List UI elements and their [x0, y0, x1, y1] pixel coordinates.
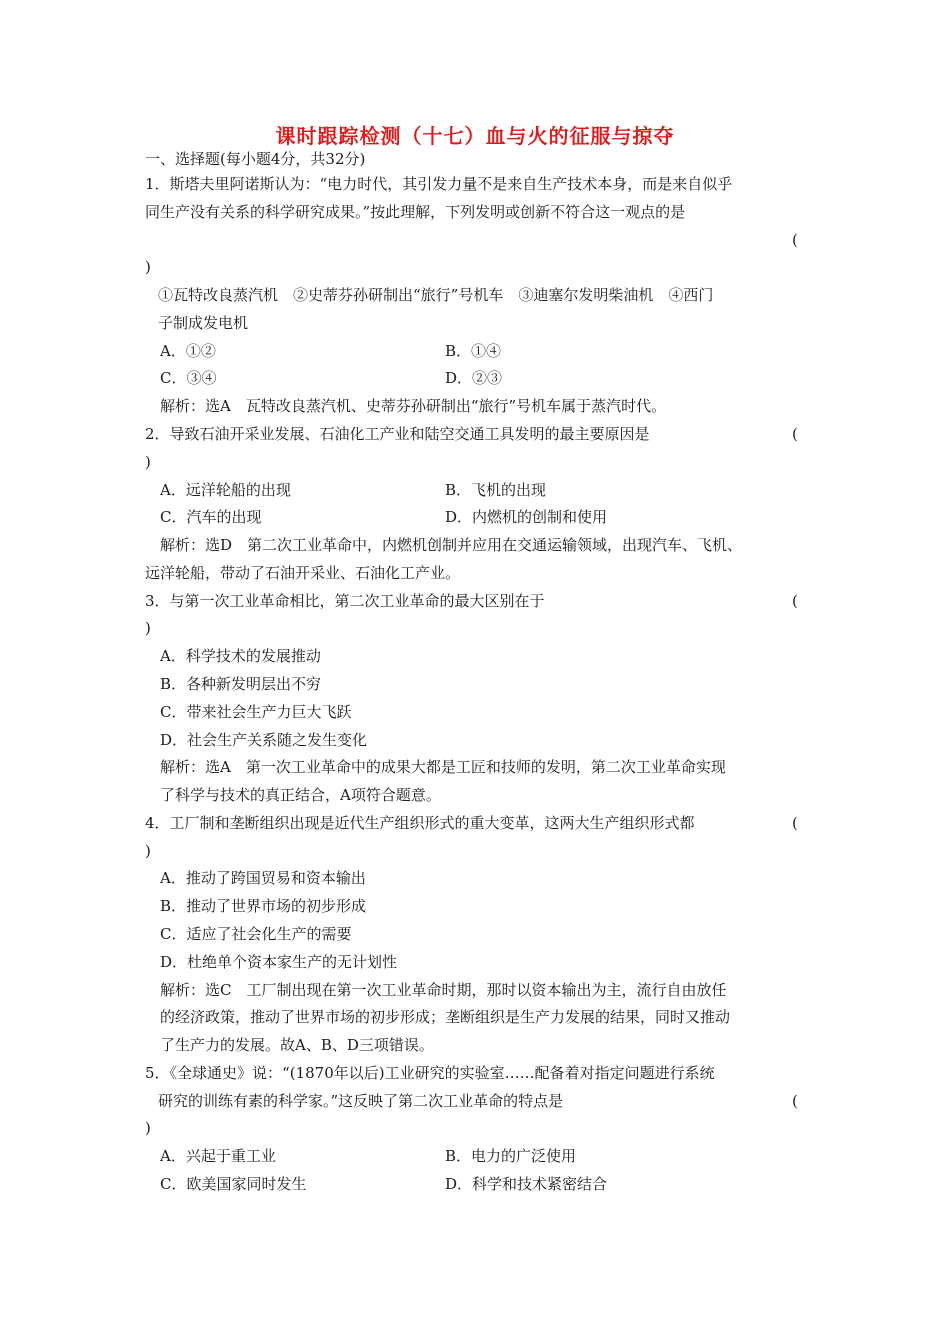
q2-explanation-line2: 远洋轮船，带动了石油开采业、石油化工产业。: [145, 564, 461, 582]
q3-option-d: D．社会生产关系随之发生变化: [160, 731, 368, 749]
q4-option-d: D．杜绝单个资本家生产的无计划性: [160, 953, 398, 971]
q4-explanation-line1: 解析：选C 工厂制出现在第一次工业革命时期，那时以资本输出为主，流行自由放任: [160, 981, 727, 999]
q3-answer-paren-open: (: [792, 592, 798, 610]
q3-stem: 3．与第一次工业革命相比，第二次工业革命的最大区别在于: [145, 592, 545, 610]
document-title: 课时跟踪检测（十七）血与火的征服与掠夺: [275, 124, 675, 148]
q1-items-line2: 子制成发电机: [158, 314, 249, 332]
q4-stem: 4．工厂制和垄断组织出现是近代生产组织形式的重大变革，这两大生产组织形式都: [145, 814, 695, 832]
q1-explanation: 解析：选A 瓦特改良蒸汽机、史蒂芬孙研制出“旅行”号机车属于蒸汽时代。: [160, 397, 667, 415]
q5-option-b: B．电力的广泛使用: [445, 1147, 577, 1165]
q2-stem: 2．导致石油开采业发展、石油化工产业和陆空交通工具发明的最主要原因是: [145, 425, 650, 443]
q3-answer-paren-close: ): [145, 619, 151, 637]
q4-answer-paren-open: (: [792, 814, 798, 832]
q4-explanation-line2: 的经济政策，推动了世界市场的初步形成；垄断组织是生产力发展的结果，同时又推动: [160, 1008, 731, 1026]
q2-option-c: C．汽车的出现: [160, 508, 262, 526]
q5-answer-paren-open: (: [792, 1092, 798, 1110]
q4-option-b: B．推动了世界市场的初步形成: [160, 897, 367, 915]
q2-option-a: A．远洋轮船的出现: [160, 481, 291, 499]
q3-option-a: A．科学技术的发展推动: [160, 647, 321, 665]
q5-option-a: A．兴起于重工业: [160, 1147, 276, 1165]
q5-option-c: C．欧美国家同时发生: [160, 1175, 307, 1193]
q1-items-line1: ①瓦特改良蒸汽机 ②史蒂芬孙研制出“旅行”号机车 ③迪塞尔发明柴油机 ④西门: [158, 286, 714, 304]
q1-option-b: B．①④: [445, 342, 502, 360]
q1-answer-paren-open: (: [792, 231, 798, 249]
q1-stem-line1: 1．斯塔夫里阿诺斯认为：“电力时代，其引发力量不是来自生产技术本身，而是来自似乎: [145, 175, 733, 193]
q4-explanation-line3: 了生产力的发展。故A、B、D三项错误。: [160, 1036, 434, 1054]
q1-stem-line2: 同生产没有关系的科学研究成果。”按此理解，下列发明或创新不符合这一观点的是: [145, 203, 686, 221]
q2-option-b: B．飞机的出现: [445, 481, 547, 499]
q5-answer-paren-close: ): [145, 1119, 151, 1137]
q4-answer-paren-close: ): [145, 842, 151, 860]
q3-option-b: B．各种新发明层出不穷: [160, 675, 322, 693]
q2-explanation-line1: 解析：选D 第二次工业革命中，内燃机创制并应用在交通运输领域，出现汽车、飞机、: [160, 536, 743, 554]
q2-answer-paren-open: (: [792, 425, 798, 443]
q2-answer-paren-close: ): [145, 453, 151, 471]
section-heading: 一、选择题(每小题4分，共32分): [145, 150, 366, 168]
q1-option-d: D．②③: [445, 369, 503, 387]
q4-option-a: A．推动了跨国贸易和资本输出: [160, 869, 366, 887]
q5-option-d: D．科学和技术紧密结合: [445, 1175, 608, 1193]
q3-explanation-line1: 解析：选A 第一次工业革命中的成果大都是工匠和技师的发明，第二次工业革命实现: [160, 758, 726, 776]
q1-answer-paren-close: ): [145, 258, 151, 276]
q3-explanation-line2: 了科学与技术的真正结合，A项符合题意。: [160, 786, 441, 804]
q5-stem-line1: 5．《全球通史》说：“(1870年以后)工业研究的实验室……配备着对指定问题进行系统: [145, 1064, 715, 1082]
q1-option-c: C．③④: [160, 369, 217, 387]
q1-option-a: A．①②: [160, 342, 216, 360]
q2-option-d: D．内燃机的创制和使用: [445, 508, 608, 526]
q5-stem-line2: 研究的训练有素的科学家。”这反映了第二次工业革命的特点是: [158, 1092, 564, 1110]
q3-option-c: C．带来社会生产力巨大飞跃: [160, 703, 352, 721]
q4-option-c: C．适应了社会化生产的需要: [160, 925, 352, 943]
